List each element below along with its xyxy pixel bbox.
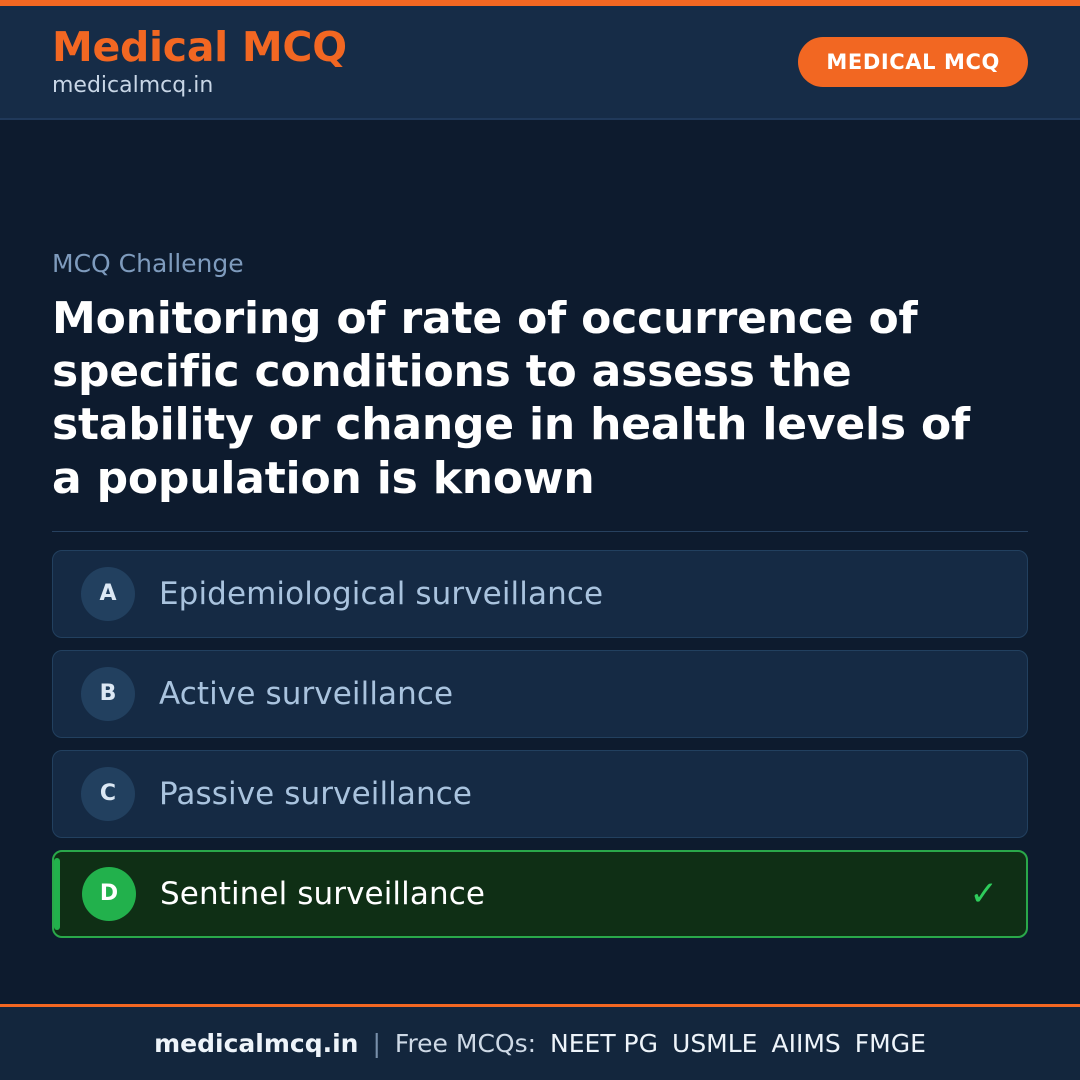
option-text: Passive surveillance [159, 775, 473, 812]
status-badge: MEDICAL MCQ [798, 37, 1028, 87]
footer-wrapper [0, 1004, 1080, 1080]
footer-site: medicalmcq.in [154, 1029, 359, 1058]
header [0, 6, 1080, 120]
divider [52, 531, 1028, 532]
footer-label: Free MCQs: [394, 1029, 537, 1058]
option-letter: D [82, 867, 136, 921]
correct-accent-bar [54, 858, 60, 930]
brand-title: Medical MCQ [52, 22, 347, 71]
option-letter: B [81, 667, 135, 721]
page-kicker: MCQ Challenge [52, 249, 244, 278]
options-list [52, 550, 1028, 938]
footer-exam-usmle: USMLE [672, 1029, 758, 1058]
footer [0, 1007, 1080, 1080]
footer-separator: | [372, 1029, 381, 1058]
footer-exam-fmge: FMGE [854, 1029, 926, 1058]
option-b[interactable] [52, 650, 1028, 738]
option-letter: A [81, 567, 135, 621]
option-a[interactable] [52, 550, 1028, 638]
brand-subtitle: medicalmcq.in [52, 73, 214, 99]
brand-block [52, 22, 347, 99]
option-c[interactable] [52, 750, 1028, 838]
footer-exam-neet-pg: NEET PG [550, 1029, 659, 1058]
option-d[interactable] [52, 850, 1028, 938]
option-letter: C [81, 767, 135, 821]
check-icon: ✓ [969, 873, 998, 914]
question-text: Monitoring of rate of occurrence of specific conditions to assess the stability or change in health levels of a population is known [52, 293, 970, 504]
option-text: Sentinel surveillance [160, 875, 486, 912]
option-text: Active surveillance [159, 675, 454, 712]
option-text: Epidemiological surveillance [159, 575, 604, 612]
footer-exam-aiims: AIIMS [771, 1029, 841, 1058]
main-content [0, 120, 1080, 1004]
